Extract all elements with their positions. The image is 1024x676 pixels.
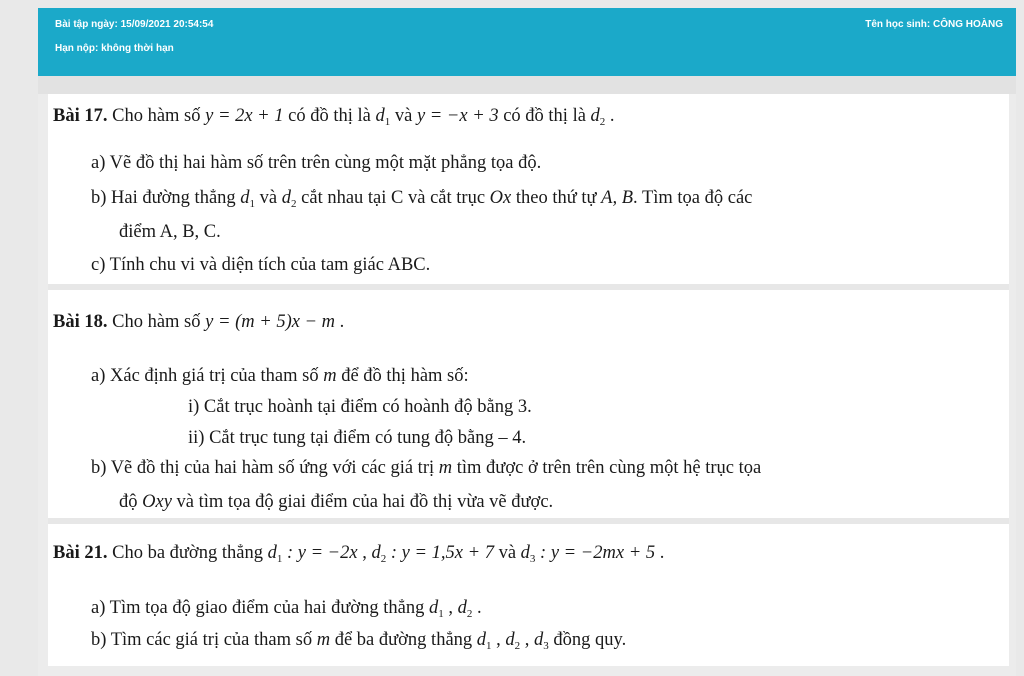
line-symbol: d — [476, 630, 487, 650]
exercise-title: Bài 17. — [53, 106, 108, 126]
formula: : y = 1,5x + 7 — [386, 543, 494, 563]
subscript: 3 — [529, 553, 536, 565]
text: để đồ thị hàm số: — [336, 366, 469, 386]
exercise-18-part-a-i: i) Cắt trục hoành tại điểm có hoành độ bằng 3. — [188, 397, 532, 417]
line-symbol: d — [429, 598, 439, 618]
subscript: 1 — [438, 608, 444, 620]
text: , — [520, 630, 535, 650]
line-symbol: d — [505, 630, 515, 650]
line-symbol: d — [267, 543, 277, 563]
text: theo thứ tự — [511, 188, 602, 208]
exercise-title: Bài 18. — [53, 312, 108, 332]
exercise-17 — [48, 94, 1009, 284]
assignment-deadline: Hạn nộp: không thời hạn — [55, 43, 174, 54]
subscript: 2 — [466, 608, 473, 620]
subscript: 1 — [249, 198, 256, 210]
exercise-21-part-b — [91, 631, 626, 650]
student-name: Tên học sinh: CÔNG HOÀNG — [865, 19, 1003, 30]
text: đồng quy. — [548, 630, 627, 650]
text: , — [443, 598, 458, 618]
text: , — [491, 630, 506, 650]
exercise-18-part-b-cont — [119, 493, 553, 512]
subscript: 2 — [599, 116, 606, 128]
line-symbol: d — [590, 106, 600, 126]
parameter-symbol: m — [438, 458, 453, 478]
subscript: 2 — [380, 553, 387, 565]
exercise-17-part-c: c) Tính chu vi và diện tích của tam giác ABC. — [91, 255, 431, 275]
text: . Tìm tọa độ các — [633, 188, 753, 208]
parameter-symbol: m — [316, 630, 331, 650]
point-symbols: A, B — [601, 188, 634, 208]
text: tìm được ở trên trên cùng một hệ trục tọa — [452, 458, 762, 478]
text: b) Vẽ đồ thị của hai hàm số ứng với các giá trị — [91, 458, 439, 478]
exercise-17-part-b-cont: điểm A, B, C. — [119, 222, 221, 242]
text: Cho ba đường thẳng — [107, 543, 268, 563]
text: Cho hàm số — [107, 312, 206, 332]
line-symbol: d — [534, 630, 544, 650]
exercise-18-part-b — [91, 459, 761, 478]
assignment-header — [38, 8, 1016, 76]
exercise-18-stem — [53, 313, 344, 332]
axis-symbol: Oxy — [142, 492, 172, 512]
exercise-21 — [48, 524, 1009, 666]
subscript: 2 — [291, 198, 297, 210]
text: a) Xác định giá trị của tham số — [91, 366, 324, 386]
formula: y = (m + 5)x − m — [205, 312, 336, 332]
subscript: 1 — [276, 553, 283, 565]
text: a) Tìm tọa độ giao điểm của hai đường thẳng — [91, 598, 429, 618]
text: Cho hàm số — [107, 106, 206, 126]
text: và — [255, 188, 282, 208]
axis-symbol: Ox — [489, 188, 512, 208]
subscript: 3 — [543, 640, 549, 652]
text: để ba đường thẳng — [330, 630, 477, 650]
line-symbol: d — [240, 188, 250, 208]
text: b) Hai đường thẳng — [91, 188, 241, 208]
subscript: 1 — [486, 640, 492, 652]
exercise-21-part-a — [91, 599, 482, 618]
text: có đồ thị là — [283, 106, 376, 126]
text: . — [605, 106, 615, 126]
line-symbol: d — [375, 106, 385, 126]
subscript: 1 — [384, 116, 391, 128]
line-symbol: d — [520, 543, 530, 563]
formula: : y = −2x — [282, 543, 358, 563]
exercise-17-part-a: a) Vẽ đồ thị hai hàm số trên trên cùng một mặt phẳng tọa độ. — [91, 153, 542, 173]
text: và — [390, 106, 417, 126]
exercise-21-stem — [53, 544, 664, 563]
text: cắt nhau tại C và cắt trục — [296, 188, 490, 208]
exercise-18-part-a-ii: ii) Cắt trục tung tại điểm có tung độ bằng – 4. — [188, 428, 527, 448]
formula: y = 2x + 1 — [205, 106, 284, 126]
worksheet-frame — [38, 8, 1016, 676]
text: b) Tìm các giá trị của tham số — [91, 630, 317, 650]
assignment-date: Bài tập ngày: 15/09/2021 20:54:54 — [55, 19, 214, 30]
text: , — [357, 543, 372, 563]
formula: y = −x + 3 — [416, 106, 499, 126]
text: . — [335, 312, 345, 332]
exercise-17-stem — [53, 107, 615, 126]
subscript: 2 — [514, 640, 521, 652]
exercise-18-part-a — [91, 367, 469, 386]
text: và tìm tọa độ giai điểm của hai đồ thị vừa vẽ được. — [171, 492, 554, 512]
text: độ — [119, 492, 143, 512]
exercise-17-part-b — [91, 189, 752, 208]
line-symbol: d — [371, 543, 381, 563]
parameter-symbol: m — [323, 366, 337, 386]
text: . — [655, 543, 665, 563]
line-symbol: d — [281, 188, 292, 208]
text: . — [472, 598, 482, 618]
text: có đồ thị là — [498, 106, 591, 126]
header-divider — [38, 76, 1016, 94]
exercise-title: Bài 21. — [53, 543, 108, 563]
exercise-18 — [48, 290, 1009, 518]
text: và — [493, 543, 521, 563]
line-symbol: d — [457, 598, 467, 618]
formula: : y = −2mx + 5 — [535, 543, 656, 563]
